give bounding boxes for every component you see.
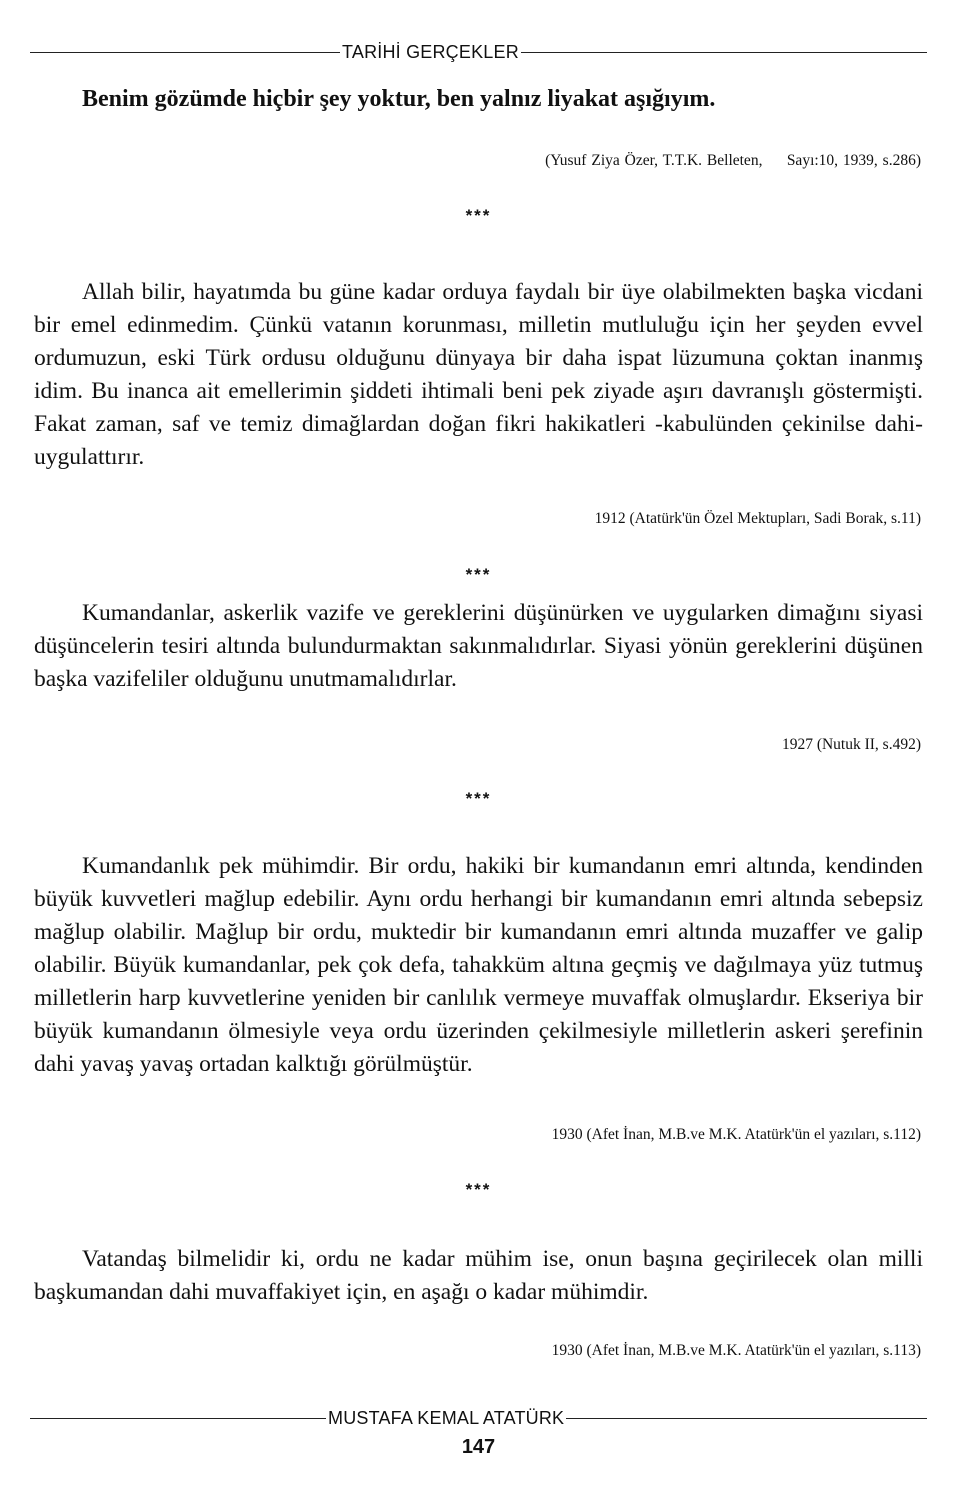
citation-1: (Yusuf Ziya Özer, T.T.K. Belleten, Sayı:10, 1939, s.286) [545, 152, 921, 169]
footer-rule-left [30, 1418, 326, 1419]
paragraph-2: Kumandanlar, askerlik vazife ve gereklerini düşünürken ve uygularken dimağını siyasi düşüncelerin tesiri altında bulundurmaktan sakınmalıdırlar. Siyasi yönün gereklerini düşünen başka vazifeliler olduğunu unutmamalıdırlar. [34, 600, 923, 692]
paragraph-3: Kumandanlık pek mühimdir. Bir ordu, hakiki bir kumandanın emri altında, kendinden büyük kuvvetleri mağlup edebilir. Aynı ordu herhangi bir kumandanın emri altında sebepsiz mağlup olabilir. Mağlup bir ordu, muktedir bir kumandanın emri altında muzaffer ve galip olabilir. Büyük kumandanlar, pek çok defa, tahakküm altına geçmiş ve dağılmaya yüz tutmuş milletlerin harp kuvvetlerine yeniden bir canlılık vermeye muvaffak olmuşlardır. Ekseriya bir büyük kumandanın ölmesiyle veya ordu üzerinden çekilmesiyle milletlerin askeri şerefinin dahi yavaş yavaş ortadan kalktığı görülmüştür. [34, 853, 923, 1077]
footer-rule-right [566, 1418, 927, 1419]
header-rule-left [30, 52, 340, 53]
running-footer [30, 1408, 927, 1428]
separator-1: *** [465, 206, 492, 225]
header-title: TARİHİ GERÇEKLER [342, 41, 519, 62]
separator-2: *** [465, 565, 492, 584]
citation-3: 1927 (Nutuk II, s.492) [781, 736, 921, 753]
bold-quote: Benim gözümde hiçbir şey yoktur, ben yalnız liyakat aşığıyım. [82, 86, 716, 112]
citation-5: 1930 (Afet İnan, M.B.ve M.K. Atatürk'ün el yazıları, s.113) [551, 1342, 921, 1359]
paragraph-4: Vatandaş bilmelidir ki, ordu ne kadar mühim ise, onun başına geçirilecek olan milli başkumandan dahi muvaffakiyet için, en aşağı o kadar mühimdir. [34, 1246, 923, 1305]
footer-title: MUSTAFA KEMAL ATATÜRK [328, 1407, 565, 1428]
header-rule-right [521, 52, 927, 53]
separator-4: *** [465, 1180, 492, 1199]
citation-4: 1930 (Afet İnan, M.B.ve M.K. Atatürk'ün el yazıları, s.112) [551, 1126, 921, 1143]
running-header [30, 42, 927, 62]
separator-3: *** [465, 789, 492, 808]
page-number: 147 [461, 1436, 496, 1458]
paragraph-1: Allah bilir, hayatımda bu güne kadar orduya faydalı bir üye olabilmekten başka vicdani bir emel edinmedim. Çünkü vatanın korunması, milletin mutluluğu için her şeyden evvel ordumuzun, eski Türk ordusu olduğunu dünyaya bir daha ispat lüzumuna çoktan inanmış idim. Bu inanca ait emellerimin şiddeti ihtimali beni pek ziyade aşırı davranışlı göstermişti. Fakat zaman, saf ve temiz dimağlardan doğan fikri hakikatleri -kabulünden çekinilse dahi- uygulattırır. [34, 279, 923, 470]
citation-2: 1912 (Atatürk'ün Özel Mektupları, Sadi Borak, s.11) [594, 510, 921, 527]
